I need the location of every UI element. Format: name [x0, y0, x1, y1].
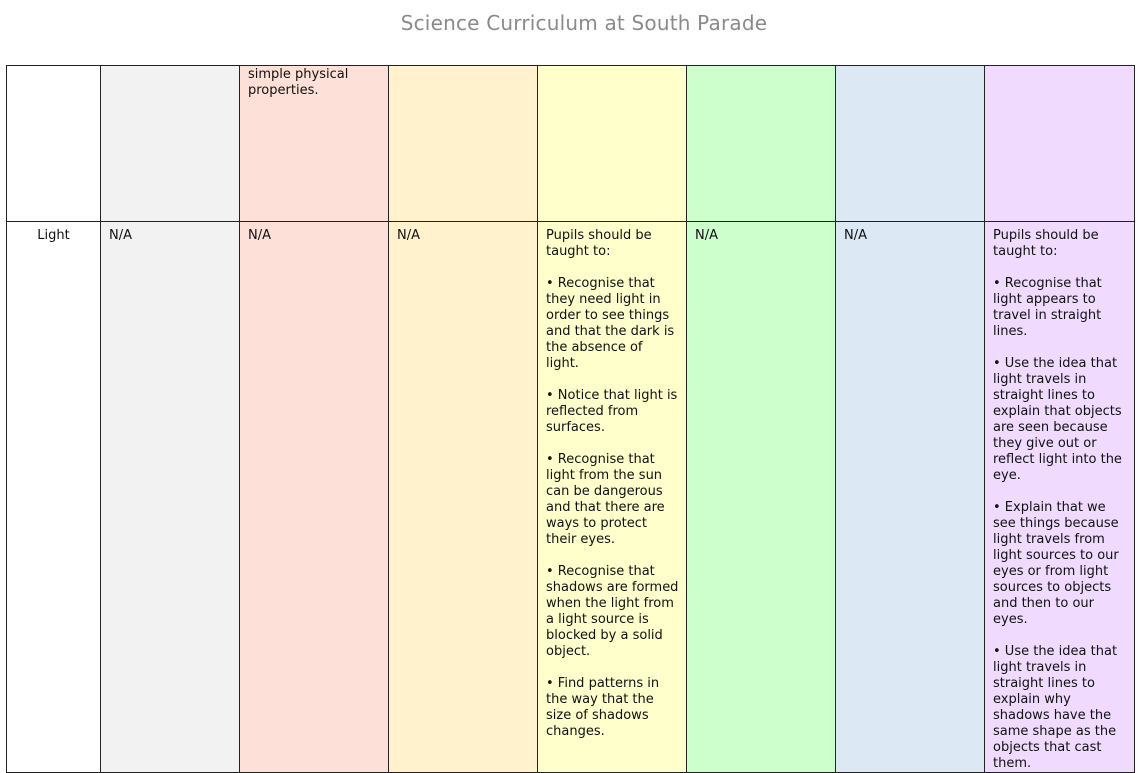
table-cell-year6: Pupils should be taught to: • Recognise that light appears to travel in straight lines. • Use the idea that light travels in straight lines to explain that objects are seen because they give out or reflect light into the eye. • Explain that we see things because light travels from light sources to our eyes or from light sources to objects and then to our eyes. • Use the idea that light travels in straight lines to explain why shadows have the same shape as the objects that cast them.	[985, 222, 1135, 773]
table-row	[7, 222, 1135, 773]
table-cell-eyfs	[101, 66, 240, 222]
table-cell-year4	[687, 66, 836, 222]
table-cell-year2: N/A	[389, 222, 538, 773]
table-cell-year1: N/A	[240, 222, 389, 773]
subject-cell	[7, 66, 101, 222]
table-cell-year3	[538, 66, 687, 222]
table-cell-eyfs: N/A	[101, 222, 240, 773]
subject-cell: Light	[7, 222, 101, 773]
table-cell-year2	[389, 66, 538, 222]
curriculum-table	[6, 65, 1135, 773]
table-cell-year1: simple physical properties.	[240, 66, 389, 222]
table-cell-year5	[836, 66, 985, 222]
table-cell-year3: Pupils should be taught to: • Recognise that they need light in order to see things and that the dark is the absence of light. • Notice that light is reflected from surfaces. • Recognise that light from the sun can be dangerous and that there are ways to protect their eyes. • Recognise that shadows are formed when the light from a light source is blocked by a solid object. • Find patterns in the way that the size of shadows changes.	[538, 222, 687, 773]
page-title: Science Curriculum at South Parade	[400, 11, 768, 35]
table-cell-year6	[985, 66, 1135, 222]
table-cell-year5: N/A	[836, 222, 985, 773]
table-row	[7, 66, 1135, 222]
table-cell-year4: N/A	[687, 222, 836, 773]
